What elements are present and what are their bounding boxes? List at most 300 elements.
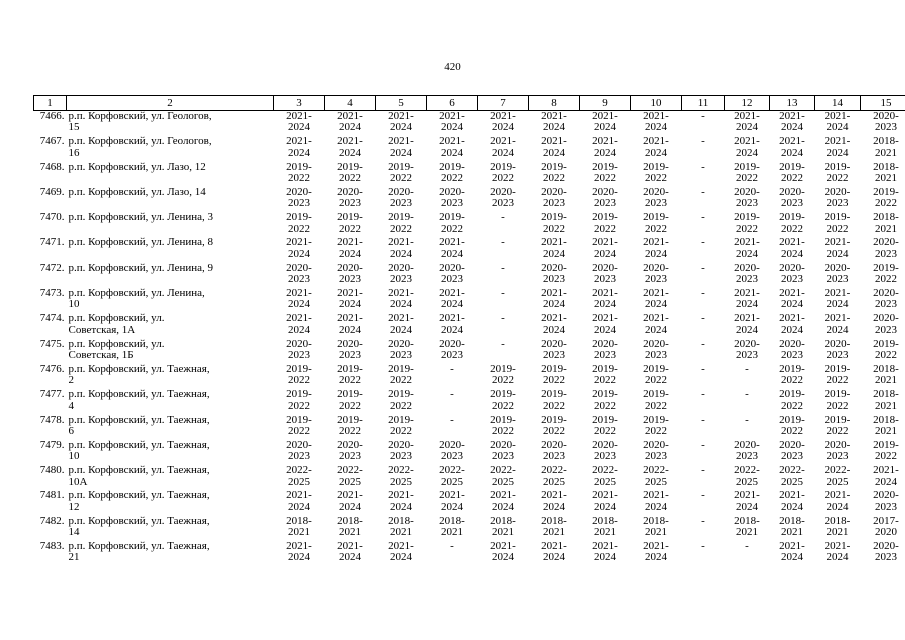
period-cell-col-10 [631, 187, 682, 212]
period-end: 2022 [339, 222, 361, 235]
period-cell-col-7 [478, 237, 529, 262]
period-cell-col-4 [325, 313, 376, 338]
period-cell-col-4 [325, 162, 376, 187]
period-cell-col-9 [580, 364, 631, 389]
period-end [451, 426, 454, 437]
period-start: - [745, 414, 749, 426]
period-start: 2021- [734, 136, 760, 148]
period-start: - [501, 212, 505, 224]
address-line: р.п. Корфовский, ул. Ленина, 9 [68, 262, 213, 274]
period-cell-col-14 [815, 490, 861, 515]
period-start: 2019- [286, 389, 312, 401]
period-start: 2020- [873, 237, 899, 249]
address-line: р.п. Корфовский, ул. [68, 338, 165, 350]
period-start: 2019- [779, 212, 805, 224]
period-cell-col-6 [427, 364, 478, 389]
period-end [502, 325, 505, 336]
period-cell-col-12 [725, 111, 770, 137]
period-start: 2020- [439, 338, 465, 350]
period-start: 2020- [873, 288, 899, 300]
period-cell-col-14 [815, 288, 861, 313]
period-end: 2024 [594, 146, 616, 159]
period-end: 2023 [594, 273, 616, 286]
period-start: - [701, 161, 705, 173]
address-cell [67, 313, 274, 338]
period-start: 2020- [592, 186, 618, 198]
period-cell-col-4 [325, 111, 376, 137]
period-start: 2021- [490, 136, 516, 148]
period-start: 2020- [873, 313, 899, 325]
address-line: р.п. Корфовский, ул. Таежная, [68, 465, 210, 477]
period-start: 2021- [779, 110, 805, 122]
period-end: 2025 [781, 475, 803, 488]
period-end [702, 426, 705, 437]
period-end: 2024 [441, 247, 463, 260]
period-end: 2024 [288, 298, 310, 311]
period-start: 2020- [337, 262, 363, 274]
period-cell-col-12 [725, 389, 770, 414]
period-end: 2024 [339, 146, 361, 159]
period-start: 2020- [337, 338, 363, 350]
period-cell-col-7 [478, 111, 529, 137]
period-cell-col-9 [580, 212, 631, 237]
period-end: 2022 [736, 172, 758, 184]
period-start: 2018- [388, 515, 414, 527]
period-cell-col-5 [376, 490, 427, 515]
period-start: 2018- [873, 414, 899, 426]
period-start: - [701, 186, 705, 198]
period-cell-col-13 [770, 237, 815, 262]
period-start: - [701, 136, 705, 148]
period-end: 2022 [492, 172, 514, 184]
period-end: 2024 [339, 500, 361, 513]
period-end [451, 401, 454, 412]
period-cell-col-12 [725, 364, 770, 389]
period-start: 2021- [779, 136, 805, 148]
period-end: 2022 [492, 399, 514, 412]
period-cell-col-15 [861, 263, 905, 288]
period-end: 2024 [826, 121, 849, 134]
period-cell-col-13 [770, 136, 815, 161]
period-start: 2021- [286, 110, 312, 122]
period-end: 2024 [645, 551, 667, 564]
period-cell-col-4 [325, 490, 376, 515]
period-start: 2019- [592, 363, 618, 375]
address-line [69, 249, 274, 260]
period-start: 2019- [337, 212, 363, 224]
period-cell-col-9 [580, 415, 631, 440]
period-cell-col-8 [529, 339, 580, 364]
period-cell-col-10 [631, 111, 682, 137]
period-cell-col-10 [631, 237, 682, 262]
period-end: 2024 [543, 146, 565, 159]
period-start: 2019- [643, 363, 669, 375]
period-start: 2021- [490, 541, 516, 553]
period-cell-col-6 [427, 162, 478, 187]
period-start: 2021- [824, 313, 851, 325]
page-number: 420 [444, 61, 461, 73]
period-cell-col-15 [861, 136, 905, 161]
period-end: 2024 [594, 323, 616, 336]
period-cell-col-5 [376, 111, 427, 137]
period-end: 2022 [390, 399, 412, 412]
period-start: 2019- [873, 338, 899, 350]
period-end: 2023 [826, 197, 849, 210]
column-header-6: 6 [427, 96, 478, 111]
period-cell-col-6 [427, 389, 478, 414]
period-end: 2025 [441, 475, 463, 488]
period-start: 2020- [388, 338, 414, 350]
table-row [34, 187, 905, 212]
period-cell-col-5 [376, 237, 427, 262]
period-cell-col-3 [274, 541, 325, 566]
period-end: 2021 [875, 172, 897, 184]
period-cell-col-13 [770, 440, 815, 465]
period-start: 2020- [286, 186, 312, 198]
period-start: 2019- [388, 389, 414, 401]
period-cell-col-6 [427, 313, 478, 338]
address-cell [67, 364, 274, 389]
address-line: р.п. Корфовский, ул. [68, 313, 165, 325]
period-cell-col-7 [478, 516, 529, 541]
row-number: 7466. [39, 110, 65, 122]
address-line: 2 [68, 374, 74, 387]
period-start: 2019- [592, 414, 618, 426]
period-cell-col-7 [478, 415, 529, 440]
period-end: 2024 [594, 121, 616, 134]
period-cell-col-7 [478, 212, 529, 237]
period-end: 2023 [441, 273, 463, 286]
period-cell-col-9 [580, 237, 631, 262]
period-cell-col-14 [815, 187, 861, 212]
table-row [34, 490, 905, 515]
period-cell-col-15 [861, 516, 905, 541]
period-end: 2024 [288, 551, 310, 564]
period-end: 2024 [543, 298, 565, 311]
period-cell-col-7 [478, 541, 529, 566]
period-end: 2024 [390, 500, 412, 513]
period-cell-col-6 [427, 263, 478, 288]
period-start: 2021- [643, 237, 669, 249]
period-end: 2023 [390, 450, 412, 463]
column-header-11: 11 [682, 96, 725, 111]
period-end: 2024 [645, 146, 667, 159]
period-start: 2022- [541, 465, 567, 477]
period-end: 2022 [875, 450, 897, 463]
period-end: 2023 [875, 551, 897, 564]
period-start: 2021- [734, 288, 760, 300]
period-cell-col-7 [478, 465, 529, 490]
period-cell-col-6 [427, 516, 478, 541]
period-end: 2024 [736, 247, 758, 260]
period-start: 2018- [873, 212, 899, 224]
period-end: 2022 [645, 172, 667, 184]
period-end: 2024 [390, 323, 412, 336]
period-end: 2025 [390, 475, 412, 488]
period-end: 2022 [875, 273, 897, 286]
period-end: 2022 [645, 374, 667, 387]
period-end: 2024 [543, 247, 565, 260]
period-start: 2021- [388, 237, 414, 249]
address-line: р.п. Корфовский, ул. Таежная, [68, 439, 210, 451]
period-start: 2020- [388, 186, 414, 198]
period-cell-col-14 [815, 313, 861, 338]
period-end: 2025 [492, 475, 514, 488]
period-start: 2021- [643, 541, 669, 553]
period-end: 2022 [288, 424, 310, 437]
period-start: 2017- [873, 515, 899, 527]
period-start: 2019- [490, 161, 516, 173]
period-cell-col-8 [529, 516, 580, 541]
period-start: 2022- [286, 465, 312, 477]
period-start: - [701, 237, 705, 249]
period-end [702, 173, 705, 184]
row-number: 7468. [39, 161, 65, 173]
period-end: 2024 [441, 146, 463, 159]
period-cell-col-5 [376, 187, 427, 212]
period-start: 2020- [592, 338, 618, 350]
period-start: 2021- [824, 541, 851, 553]
period-cell-col-9 [580, 111, 631, 137]
row-number: 7483. [39, 541, 65, 553]
period-end: 2023 [339, 349, 361, 362]
period-cell-col-12 [725, 440, 770, 465]
period-start: 2020- [824, 338, 851, 350]
period-end: 2021 [594, 526, 616, 539]
table-row [34, 288, 905, 313]
period-start: 2021- [643, 490, 669, 502]
period-end: 2022 [594, 424, 616, 437]
period-start: 2021- [779, 541, 805, 553]
period-end: 2024 [543, 323, 565, 336]
period-cell-col-6 [427, 541, 478, 566]
period-start: 2019- [779, 389, 805, 401]
period-end: 2022 [339, 172, 361, 184]
address-line: 21 [68, 551, 80, 564]
period-cell-col-10 [631, 415, 682, 440]
period-start: 2021- [337, 313, 363, 325]
period-cell-col-10 [631, 212, 682, 237]
period-end: 2023 [543, 273, 565, 286]
period-end: 2022 [288, 172, 310, 184]
period-start: 2018- [873, 136, 899, 148]
period-start: 2021- [643, 136, 669, 148]
period-cell-col-4 [325, 364, 376, 389]
period-cell-col-10 [631, 389, 682, 414]
period-cell-col-10 [631, 162, 682, 187]
period-start: 2019- [592, 389, 618, 401]
column-header-9: 9 [580, 96, 631, 111]
address-line: 4 [68, 399, 74, 412]
period-cell-col-15 [861, 389, 905, 414]
period-cell-col-12 [725, 212, 770, 237]
period-start: 2021- [439, 110, 465, 122]
period-cell-col-3 [274, 465, 325, 490]
table-row [34, 389, 905, 414]
period-start: 2021- [824, 490, 851, 502]
period-start: 2020- [824, 262, 851, 274]
period-start: 2022- [490, 465, 516, 477]
period-cell-col-12 [725, 263, 770, 288]
period-start: 2019- [643, 212, 669, 224]
period-cell-col-14 [815, 111, 861, 137]
period-start: 2019- [734, 212, 760, 224]
period-start: 2018- [592, 515, 618, 527]
period-end: 2024 [826, 551, 849, 564]
period-start: 2021- [388, 541, 414, 553]
period-cell-col-14 [815, 162, 861, 187]
period-end: 2023 [875, 323, 897, 336]
period-end: 2023 [339, 450, 361, 463]
period-start: 2020- [337, 186, 363, 198]
period-start: 2021- [592, 237, 618, 249]
address-line [69, 173, 274, 184]
period-start: 2020- [388, 262, 414, 274]
period-end [702, 325, 705, 336]
period-end: 2022 [390, 172, 412, 184]
address-cell [67, 465, 274, 490]
period-cell-col-8 [529, 465, 580, 490]
period-end: 2022 [288, 222, 310, 235]
address-line: р.п. Корфовский, ул. Геологов, [68, 110, 212, 122]
period-end: 2022 [594, 374, 616, 387]
address-line: р.п. Корфовский, ул. Таежная, [68, 490, 210, 502]
period-end: 2024 [781, 551, 803, 564]
period-end: 2021 [875, 222, 897, 235]
period-cell-col-12 [725, 313, 770, 338]
period-start: - [701, 439, 705, 451]
period-end: 2022 [543, 222, 565, 235]
period-cell-col-4 [325, 415, 376, 440]
period-start: 2021- [439, 288, 465, 300]
period-end: 2023 [441, 349, 463, 362]
period-end: 2025 [339, 475, 361, 488]
period-start: 2020- [779, 338, 805, 350]
period-start: - [501, 338, 505, 350]
period-start: 2021- [592, 541, 618, 553]
period-start: 2020- [779, 262, 805, 274]
period-start: 2021- [779, 288, 805, 300]
period-end: 2024 [492, 146, 514, 159]
period-start: 2020- [873, 490, 899, 502]
address-line: р.п. Корфовский, ул. Таежная, [68, 414, 210, 426]
period-cell-col-8 [529, 364, 580, 389]
row-number: 7477. [39, 389, 65, 401]
period-end: 2023 [441, 197, 463, 210]
period-end: 2024 [826, 298, 849, 311]
period-cell-col-12 [725, 516, 770, 541]
period-cell-col-15 [861, 541, 905, 566]
row-number: 7481. [39, 490, 65, 502]
period-cell-col-3 [274, 389, 325, 414]
period-end: 2022 [441, 222, 463, 235]
period-start: 2019- [779, 414, 805, 426]
period-cell-col-9 [580, 263, 631, 288]
period-start: 2021- [388, 490, 414, 502]
period-end: 2022 [781, 172, 803, 184]
period-cell-col-7 [478, 162, 529, 187]
period-start: 2021- [439, 490, 465, 502]
period-start: - [701, 414, 705, 426]
period-end: 2023 [288, 450, 310, 463]
period-start: 2021- [734, 490, 760, 502]
period-cell-col-9 [580, 389, 631, 414]
row-number: 7478. [39, 414, 65, 426]
period-start: 2018- [286, 515, 312, 527]
period-end: 2022 [492, 424, 514, 437]
period-start: - [701, 338, 705, 350]
period-end: 2023 [826, 273, 849, 286]
row-number: 7480. [39, 465, 65, 477]
period-start: 2021- [734, 237, 760, 249]
table-row [34, 136, 905, 161]
period-start: 2021- [643, 110, 669, 122]
period-start: 2021- [779, 237, 805, 249]
period-end: 2023 [288, 197, 310, 210]
period-cell-col-6 [427, 415, 478, 440]
period-cell-col-3 [274, 313, 325, 338]
period-end: 2024 [390, 121, 412, 134]
period-cell-col-8 [529, 313, 580, 338]
period-start: 2020- [286, 338, 312, 350]
period-end: 2024 [781, 247, 803, 260]
period-cell-col-6 [427, 212, 478, 237]
period-start: 2018- [734, 515, 760, 527]
table-row [34, 541, 905, 566]
period-end: 2022 [543, 172, 565, 184]
period-start: 2021- [541, 110, 567, 122]
period-cell-col-5 [376, 313, 427, 338]
address-line: 14 [68, 526, 80, 539]
period-start: 2020- [541, 439, 567, 451]
address-cell [67, 389, 274, 414]
period-cell-col-8 [529, 490, 580, 515]
period-end [702, 527, 705, 538]
period-start: 2021- [643, 288, 669, 300]
period-start: 2020- [592, 262, 618, 274]
period-cell-col-5 [376, 263, 427, 288]
period-end: 2021 [645, 526, 667, 539]
period-end: 2022 [781, 374, 803, 387]
period-end [502, 224, 505, 235]
period-start: 2020- [541, 262, 567, 274]
period-cell-col-11 [682, 313, 725, 338]
period-start: 2021- [439, 237, 465, 249]
period-start: 2019- [541, 212, 567, 224]
period-cell-col-3 [274, 136, 325, 161]
period-start: 2021- [286, 541, 312, 553]
period-start: 2020- [734, 338, 760, 350]
period-start: 2020- [286, 439, 312, 451]
period-end: 2023 [339, 197, 361, 210]
period-end: 2024 [288, 500, 310, 513]
period-start: 2019- [824, 161, 851, 173]
period-cell-col-4 [325, 212, 376, 237]
period-end [502, 350, 505, 361]
table-row [34, 516, 905, 541]
table-row [34, 440, 905, 465]
period-start: 2021- [734, 313, 760, 325]
period-cell-col-3 [274, 187, 325, 212]
period-cell-col-7 [478, 313, 529, 338]
period-cell-col-9 [580, 541, 631, 566]
period-start: 2020- [337, 439, 363, 451]
period-cell-col-9 [580, 187, 631, 212]
period-start: 2019- [592, 161, 618, 173]
period-end: 2022 [781, 424, 803, 437]
period-end [746, 375, 749, 386]
period-start: 2019- [873, 262, 899, 274]
